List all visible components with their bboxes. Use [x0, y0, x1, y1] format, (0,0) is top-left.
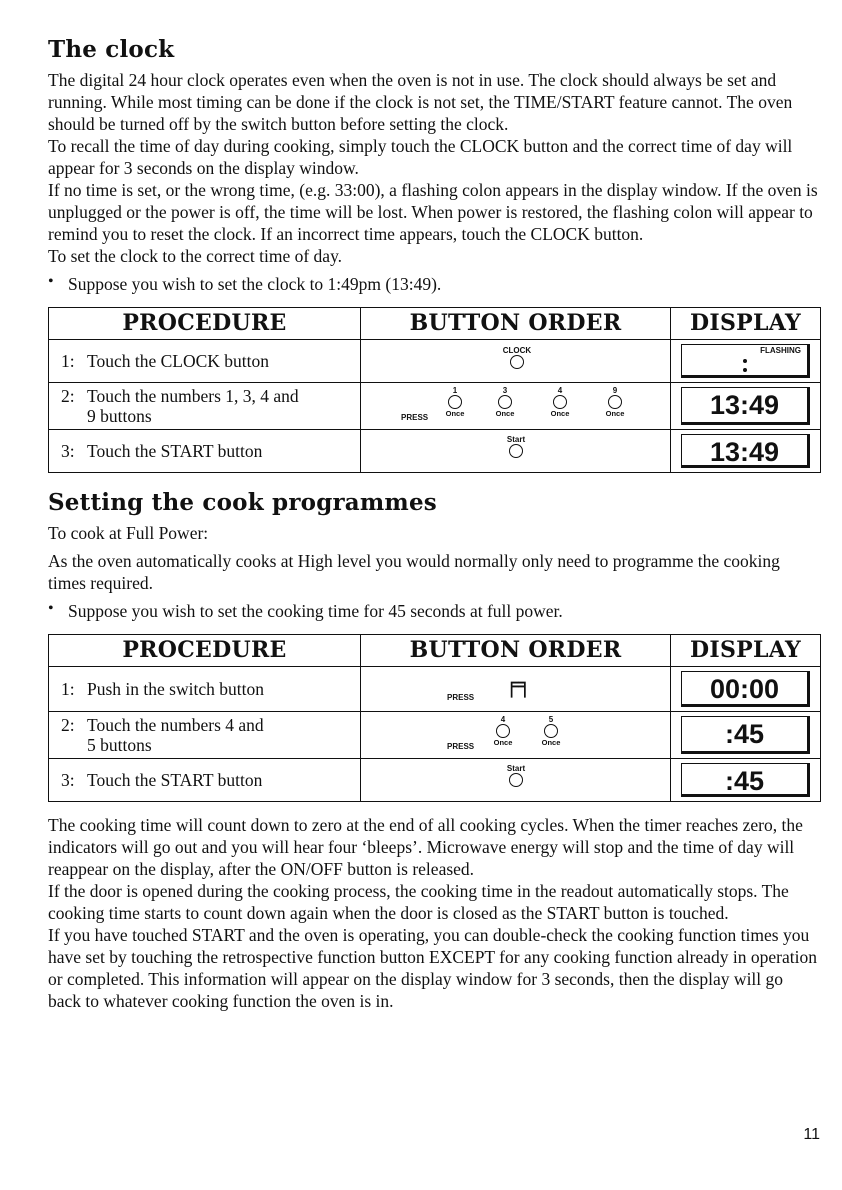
- button-circle-icon: [608, 395, 622, 409]
- step-text: Touch the CLOCK button: [87, 351, 270, 371]
- page-content: [48, 36, 820, 1012]
- press-label: PRESS: [447, 742, 475, 751]
- digit-5-button: [539, 715, 563, 747]
- step-number: 2:: [61, 386, 75, 406]
- once-label: Once: [550, 409, 570, 418]
- bullet-dot: •: [48, 273, 54, 290]
- step-number: 3:: [61, 441, 75, 461]
- display-window: 13:49: [681, 387, 810, 425]
- digit-label: 4: [557, 386, 563, 395]
- once-label: Once: [541, 738, 561, 747]
- step-number: 2:: [61, 715, 75, 735]
- header-procedure: PROCEDURE: [49, 635, 361, 667]
- cook-para-3: The cooking time will count down to zero at the end of all cooking cycles. When the timer reaches zero, the indicators will go out and you will hear four ‘bleeps’. Microwave energy will stop and the time of day will reappear on the display, after the ON/OFF button is released.: [48, 815, 803, 879]
- display-cell: [671, 712, 821, 759]
- procedure-step: [49, 340, 361, 383]
- once-label: Once: [495, 409, 515, 418]
- button-circle-icon: [496, 724, 510, 738]
- clock-procedure-table: [48, 307, 821, 473]
- step-number: 1:: [61, 679, 75, 699]
- table-row: [49, 430, 821, 473]
- table-row: [49, 340, 821, 383]
- button-order-cell: [361, 340, 671, 383]
- display-cell: [671, 759, 821, 802]
- display-cell: [671, 340, 821, 383]
- digit-3-button: [493, 386, 517, 418]
- button-circle-icon: [448, 395, 462, 409]
- switch-button-icon: ╒╕: [505, 673, 532, 698]
- button-order-cell: [361, 759, 671, 802]
- button-circle-icon: [509, 773, 523, 787]
- display-window: :45: [681, 763, 810, 797]
- clock-para-4: To set the clock to the correct time of day.: [48, 246, 343, 266]
- digit-label: 1: [452, 386, 458, 395]
- clock-para-3: If no time is set, or the wrong time, (e.g. 33:00), a flashing colon appears in the display window. If the oven is unplugged or the power is off, the time will be lost. When power is restored, the flashing colon will appear to remind you to reset the clock. If an incorrect time appears, touch the CLOCK button.: [48, 180, 818, 244]
- clock-button-label: CLOCK: [502, 346, 532, 355]
- display-window: 00:00: [681, 671, 810, 707]
- step-text: Push in the switch button: [87, 679, 264, 699]
- digit-label: 9: [612, 386, 618, 395]
- table-row: [49, 383, 821, 430]
- press-label: PRESS: [401, 413, 429, 422]
- button-circle-icon: [510, 355, 524, 369]
- page-number: 11: [803, 1126, 820, 1143]
- bullet-dot: •: [48, 600, 54, 617]
- cook-para-5: If you have touched START and the oven is operating, you can double-check the cooking function times you have set by touching the retrospective function button EXCEPT for any cooking function already in operation or completed. This information will appear on the display window for 3 seconds, then the display will go back to whatever cooking function the oven is in.: [48, 925, 817, 1011]
- procedure-step: [49, 667, 361, 712]
- once-label: Once: [493, 738, 513, 747]
- clock-bullet-text: Suppose you wish to set the clock to 1:49pm (13:49).: [68, 274, 442, 294]
- digit-label: 5: [548, 715, 554, 724]
- button-circle-icon: [553, 395, 567, 409]
- table-row: [49, 712, 821, 759]
- button-order-cell: [361, 667, 671, 712]
- procedure-step: [49, 712, 361, 759]
- step-text: Touch the numbers 4 and: [87, 715, 264, 735]
- once-label: Once: [445, 409, 465, 418]
- once-label: Once: [605, 409, 625, 418]
- cook-bullet: [48, 600, 820, 622]
- digit-label: 3: [502, 386, 508, 395]
- digit-label: 4: [500, 715, 506, 724]
- header-procedure: PROCEDURE: [49, 308, 361, 340]
- clock-para-1: The digital 24 hour clock operates even when the oven is not in use. The clock should always be set and running. While most timing can be done if the clock is not set, the TIME/START feature cannot. The oven should be turned off by the switch button before setting the clock.: [48, 70, 793, 134]
- display-window: [681, 344, 810, 378]
- button-order-cell: [361, 383, 671, 430]
- procedure-step: [49, 383, 361, 430]
- clock-button: [502, 346, 532, 369]
- start-label: Start: [506, 764, 526, 773]
- flashing-colon-icon: [743, 359, 747, 377]
- header-display: DISPLAY: [671, 308, 821, 340]
- clock-heading: The clock: [48, 36, 175, 63]
- button-circle-icon: [509, 444, 523, 458]
- clock-para-2: To recall the time of day during cooking, simply touch the CLOCK button and the correct time of day will appear for 3 seconds on the display window.: [48, 136, 793, 178]
- display-cell: [671, 667, 821, 712]
- step-text: Touch the numbers 1, 3, 4 and: [87, 386, 299, 406]
- press-label: PRESS: [447, 693, 475, 702]
- display-window: :45: [681, 716, 810, 754]
- button-order-cell: [361, 430, 671, 473]
- digit-1-button: [443, 386, 467, 418]
- start-button: [504, 435, 528, 458]
- digit-4-button: [491, 715, 515, 747]
- start-button: [504, 764, 528, 787]
- header-button-order: BUTTON ORDER: [361, 635, 671, 667]
- clock-bullet: [48, 273, 820, 295]
- display-window: 13:49: [681, 434, 810, 468]
- cook-bullet-text: Suppose you wish to set the cooking time for 45 seconds at full power.: [68, 601, 563, 621]
- procedure-step: [49, 430, 361, 473]
- button-circle-icon: [544, 724, 558, 738]
- step-number: 1:: [61, 351, 75, 371]
- display-cell: [671, 383, 821, 430]
- header-button-order: BUTTON ORDER: [361, 308, 671, 340]
- step-text-cont: 5 buttons: [87, 735, 152, 755]
- digit-4-button: [548, 386, 572, 418]
- cook-para-2: As the oven automatically cooks at High level you would normally only need to programme the cooking times required.: [48, 551, 780, 593]
- start-label: Start: [506, 435, 526, 444]
- button-order-cell: [361, 712, 671, 759]
- display-cell: [671, 430, 821, 473]
- step-text: Touch the START button: [87, 441, 263, 461]
- cook-procedure-table: [48, 634, 821, 802]
- cook-heading: Setting the cook programmes: [48, 489, 437, 516]
- step-text: Touch the START button: [87, 770, 263, 790]
- table-row: [49, 759, 821, 802]
- step-number: 3:: [61, 770, 75, 790]
- cook-para-1: To cook at Full Power:: [48, 523, 209, 543]
- table-row: [49, 667, 821, 712]
- flashing-label: FLASHING: [760, 346, 801, 355]
- header-display: DISPLAY: [671, 635, 821, 667]
- cook-para-4: If the door is opened during the cooking process, the cooking time in the readout automatically stops. The cooking time starts to count down again when the door is closed as the START button is touched.: [48, 881, 789, 923]
- procedure-step: [49, 759, 361, 802]
- button-circle-icon: [498, 395, 512, 409]
- digit-9-button: [603, 386, 627, 418]
- step-text-cont: 9 buttons: [87, 406, 152, 426]
